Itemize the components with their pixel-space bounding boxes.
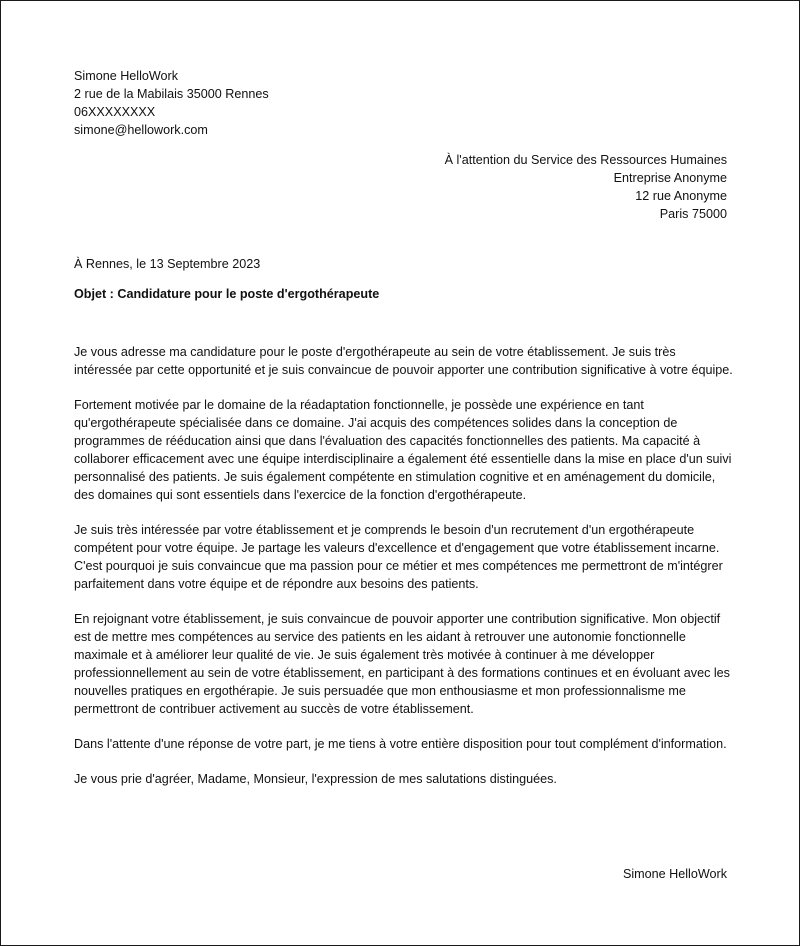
sender-phone: 06XXXXXXXX (74, 105, 156, 119)
date-line: À Rennes, le 13 Septembre 2023 (74, 257, 261, 271)
sender-address: 2 rue de la Mabilais 35000 Rennes (74, 87, 269, 101)
recipient-city: Paris 75000 (659, 207, 727, 221)
recipient-block (445, 151, 727, 223)
body-paragraph: Fortement motivée par le domaine de la réadaptation fonctionnelle, je possède une expérience en tant qu'ergothérapeute spécialisée dans ce domaine. J'ai acquis des compétences solides dans la conception de programmes de rééducation ainsi que dans l'évaluation des capacités fonctionnelles des patients. Ma capacité à collaborer efficacement avec une équipe interdisciplinaire a également été essentielle dans la mise en place d'un suivi personnalisé des patients. Je suis également compétente en stimulation cognitive et en aménagement du domicile, des domaines qui sont essentiels dans l'exercice de la fonction d'ergothérapeute. (74, 398, 732, 502)
body-paragraph: Je vous adresse ma candidature pour le poste d'ergothérapeute au sein de votre établissement. Je suis très intéressée par cette opportunité et je suis convaincue de pouvoir apporter une contribution significative à votre équipe. (74, 345, 733, 377)
letter-body (74, 343, 734, 788)
recipient-company: Entreprise Anonyme (613, 171, 727, 185)
body-paragraph: Je suis très intéressée par votre établissement et je comprends le besoin d'un recrutement d'un ergothérapeute compétent pour votre équipe. Je partage les valeurs d'excellence et d'engagement que votre établissement incarne. C'est pourquoi je suis convaincue que ma passion pour ce métier et mes compétences me permettront de m'intégrer parfaitement dans votre équipe et de répondre aux besoins des patients. (74, 523, 723, 591)
signature: Simone HelloWork (622, 867, 727, 881)
recipient-attention: À l'attention du Service des Ressources Humaines (444, 153, 727, 167)
subject-line: Objet : Candidature pour le poste d'ergothérapeute (74, 287, 380, 301)
closing-formula: Je vous prie d'agréer, Madame, Monsieur, l'expression de mes salutations distinguées. (74, 772, 557, 786)
recipient-street: 12 rue Anonyme (635, 189, 727, 203)
sender-block (74, 67, 269, 139)
body-paragraph: En rejoignant votre établissement, je suis convaincue de pouvoir apporter une contribution significative. Mon objectif est de mettre mes compétences au service des patients en les aidant à retrouver une autonomie fonctionnelle maximale et à améliorer leur qualité de vie. Je suis également très motivée à continuer à me développer professionnellement au sein de votre établissement, en participant à des formations continues et en évoluant avec les nouvelles pratiques en ergothérapie. Je suis persuadée que mon enthousiasme et mon professionnalisme me permettront de contribuer activement au succès de votre établissement. (74, 612, 730, 716)
sender-name: Simone HelloWork (74, 69, 179, 83)
body-paragraph: Dans l'attente d'une réponse de votre part, je me tiens à votre entière disposition pour tout complément d'information. (74, 737, 727, 751)
sender-email: simone@hellowork.com (74, 123, 208, 137)
